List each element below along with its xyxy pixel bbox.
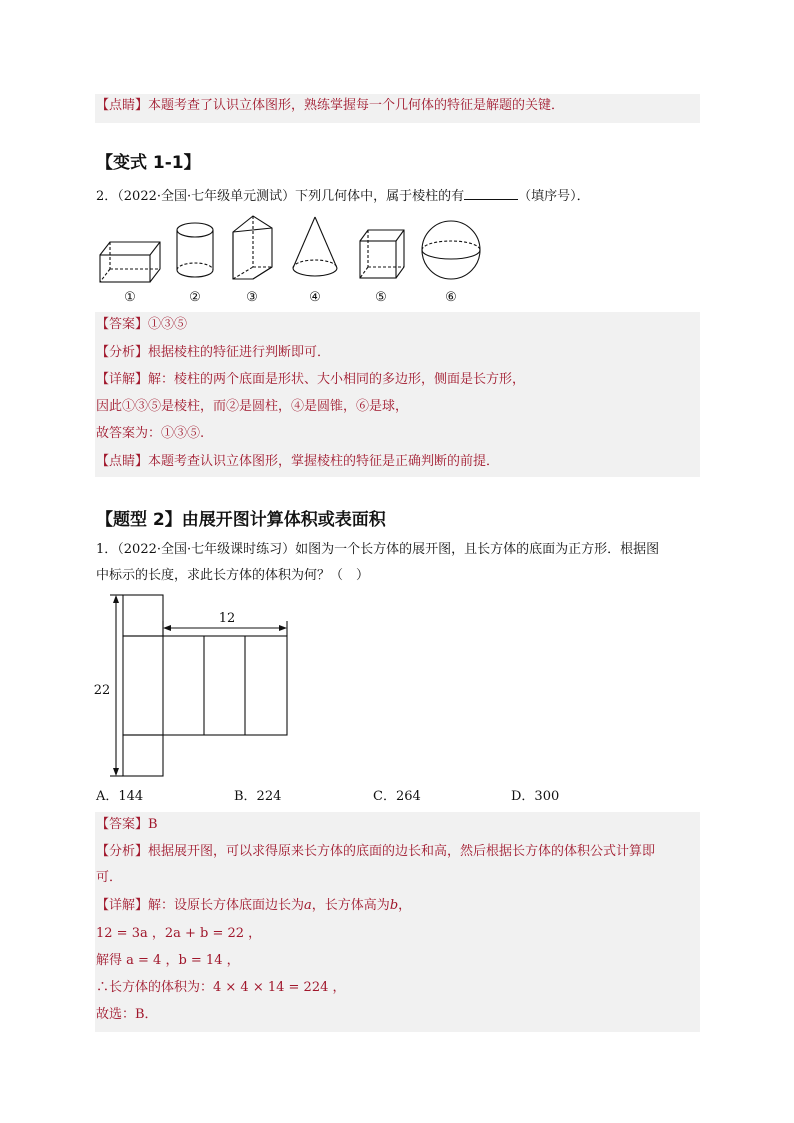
detail-tag: 【详解】 — [96, 372, 149, 387]
analysis-text: 根据棱柱的特征进行判断即可． — [148, 345, 331, 360]
question-2 — [96, 185, 590, 206]
dim-height-label: 22 — [93, 683, 111, 698]
type2-answer-line — [96, 816, 158, 834]
var-a: a — [304, 898, 312, 913]
variant-detail-line-3: 故答案为：①③⑤. — [96, 426, 205, 441]
cylinder-shape — [177, 223, 213, 277]
net-diagram — [90, 590, 300, 785]
detail-text-2c: ， — [398, 898, 412, 913]
sphere-shape — [422, 221, 480, 279]
answer-text: ①③⑤ — [148, 317, 188, 332]
dianjing-tag: 【点睛】 — [96, 98, 149, 113]
dianjing-text-2: 本题考查认识立体图形，掌握棱柱的特征是正确判断的前提． — [148, 454, 500, 469]
type2-analysis-line-2: 可． — [96, 870, 123, 885]
var-b: b — [389, 898, 399, 913]
shape-label-2: ② — [189, 290, 201, 305]
analysis-tag-2: 【分析】 — [96, 844, 149, 859]
shape-label-6: ⑥ — [445, 290, 457, 305]
detail-text-2b: ，长方体高为 — [311, 898, 390, 913]
equation-line-1: 12 = 3a ，2a + b = 22 ， — [96, 926, 262, 941]
question-2-prefix: 2．（2022·全国·七年级单元测试）下列几何体中，属于棱柱的有 — [96, 189, 465, 204]
type2-detail-line-1 — [96, 897, 411, 915]
type2-question-line-2: 中标示的长度，求此长方体的体积为何？（ ） — [96, 568, 370, 583]
equation-line-4: 故选：B． — [96, 1007, 158, 1022]
option-a[interactable]: A．144 — [96, 789, 144, 804]
prism-shape-5 — [360, 230, 404, 278]
triangular-prism-shape — [233, 216, 272, 279]
option-d[interactable]: D．300 — [511, 789, 560, 804]
answer-tag: 【答案】 — [96, 317, 149, 332]
cone-shape — [293, 217, 337, 276]
detail-text-1: 解：棱柱的两个底面是形状、大小相同的多边形，侧面是长方形， — [148, 372, 526, 387]
variant-detail-line-1 — [96, 371, 525, 389]
dim-width-label: 12 — [218, 611, 236, 626]
dianjing-line-1 — [96, 97, 564, 115]
prism-shape-1 — [100, 242, 160, 282]
shape-label-1: ① — [124, 290, 136, 305]
shape-label-3: ③ — [246, 290, 258, 305]
variant-dianjing-line — [96, 453, 499, 471]
type2-question-line-1: 1．（2022·全国·七年级课时练习）如图为一个长方体的展开图，且长方体的底面为正方形．根据图 — [96, 542, 660, 557]
shape-label-4: ④ — [309, 290, 321, 305]
type2-heading: 【题型 2】由展开图计算体积或表面积 — [96, 510, 386, 530]
detail-text-2a: 解：设原长方体底面边长为 — [148, 898, 305, 913]
variant-detail-line-2: 因此①③⑤是棱柱，而②是圆柱，④是圆锥，⑥是球， — [96, 399, 409, 414]
question-2-suffix: （填序号）． — [518, 189, 590, 204]
variant-analysis-line — [96, 344, 330, 362]
variant-answer-line — [96, 316, 187, 334]
type2-analysis-line-1 — [96, 843, 655, 861]
answer-text-2: B — [148, 817, 158, 832]
option-c[interactable]: C．264 — [373, 789, 421, 804]
dianjing-text: 本题考查了认识立体图形，熟练掌握每一个几何体的特征是解题的关键． — [148, 98, 565, 113]
detail-tag-2: 【详解】 — [96, 898, 149, 913]
option-b[interactable]: B．224 — [234, 789, 282, 804]
analysis-tag: 【分析】 — [96, 345, 149, 360]
variant-heading: 【变式 1-1】 — [96, 153, 201, 173]
equation-line-2: 解得 a = 4 ，b = 14 ， — [96, 953, 240, 968]
equation-line-3: ∴长方体的体积为：4 × 4 × 14 = 224 ， — [96, 980, 346, 995]
dianjing-tag-2: 【点睛】 — [96, 454, 149, 469]
analysis-text-2: 根据展开图，可以求得原来长方体的底面的边长和高，然后根据长方体的体积公式计算即 — [148, 844, 656, 859]
shape-label-5: ⑤ — [375, 290, 387, 305]
solids-figure — [90, 212, 500, 308]
answer-tag-2: 【答案】 — [96, 817, 149, 832]
answer-blank — [464, 185, 518, 200]
